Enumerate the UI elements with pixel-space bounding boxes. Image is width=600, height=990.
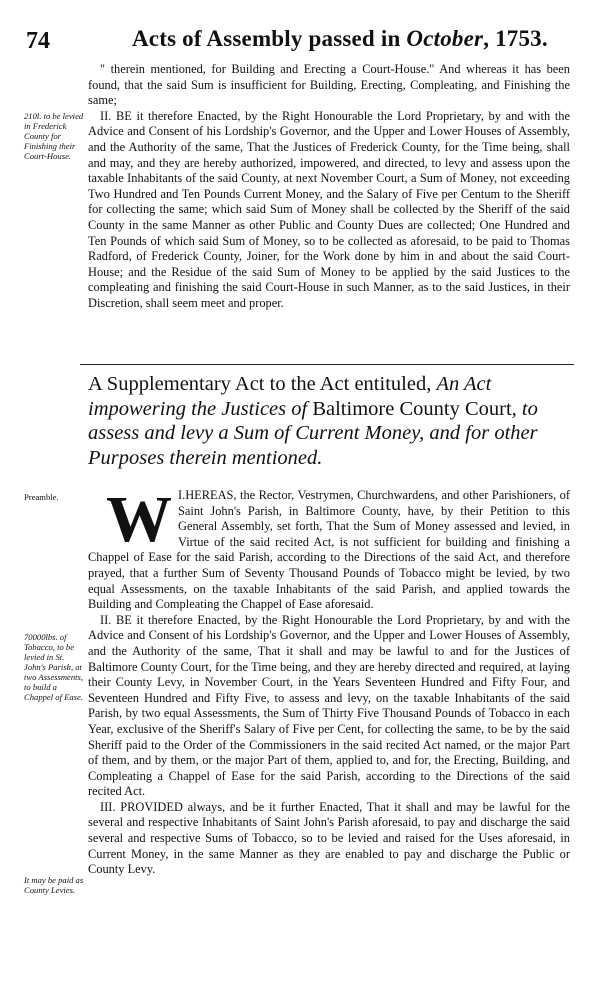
act-title-part-2: An Act impowering the Justices of (88, 373, 492, 420)
section-i-number: I. (178, 488, 186, 502)
running-head (132, 26, 548, 52)
section-iii: III. PROVIDED always, and be it further Enacted, That it shall and may be lawful for the several and respective Inhabitants of Saint John's Parish aforesaid, to pay and discharge the said several and respective Sums of Tobacco, so to be levied and raised for the Uses aforesaid, in Current Money, in the same Manner as they are enabled to pay and discharge the Public or County Levy. (88, 799, 570, 877)
running-head-month: October (406, 26, 484, 51)
section-ii: II. BE it therefore Enacted, by the Right Honourable the Lord Proprietary, by and with the Advice and Consent of his Lordship's Governor, and the Upper and Lower Houses of Assembly, and the Authority of the same, That it shall and may be lawful to and for the Justices of Baltimore County Court, for the Time being, and they are hereby directed and required, at laying their County Levy, in November Court, in the Years Seventeen Hundred and Fifty Four, and Seventeen Hundred and Fifty Five, to assess and levy, on the taxable Inhabitants of the said Parish, by two equal Assessments, the Sum of Thirty Five Thousand Pounds of Tobacco in each Year, exclusive of the Sheriff's Salary of Five per Cent, for collecting the same, to be by the said Sheriff paid to the Order of the Commissioners in the said recited Act named, or the major Part of them, and by them, or the major Part of them, applied to, and for, the Erecting, Building, and Compleating a Chappel of Ease for the said Parish, according to the Directions of the said recited Act. (88, 612, 570, 799)
act-title-part-4: , to assess and levy a Sum of Current Money, and for other Purposes therein mentioned. (88, 397, 538, 469)
page-header (0, 28, 600, 58)
section-divider (80, 364, 574, 365)
section-i (88, 483, 570, 613)
section-i-text: HEREAS, the Rector, Vestrymen, Churchwardens, and other Parishioners, of Saint John's Parish, in Baltimore County, have, by their Petition to this General Assembly, set forth, That the Sum of Money assessed and levied, in Virtue of the said recited Act, is not sufficient for building and finishing a Chappel of Ease for the said Parish, according to the Directions of the said Act, and therefore prayed, that a further Sum of Seventy Thousand Pounds of Tobacco might be levied, by two equal Assessments, on the taxable Inhabitants of the said Parish, and applied towards the Building and Compleating the Chappel of Ease aforesaid. (88, 488, 570, 612)
running-head-year: , 1753. (483, 26, 548, 51)
sidenote-levy: 210l. to be levied in Frederick County for Finishing their Court-House. (24, 111, 84, 161)
act-title-part-3: Baltimore County Court (312, 397, 512, 420)
first-act-text (88, 62, 570, 312)
sidenote-preamble: Preamble. (24, 492, 59, 502)
running-head-text: Acts of Assembly passed in (132, 26, 407, 51)
page-number: 74 (26, 28, 50, 54)
act-title-part-1: A Supplementary Act to the Act entituled, (88, 373, 437, 395)
sidenote-tobacco: 70000lbs. of Tobacco, to be levied in St. John's Parish, at two Assessments, to build a Chappel of Ease. (24, 632, 84, 702)
sidenote-proviso: It may be paid as County Levies. (24, 875, 84, 895)
first-act-section-ii: II. BE it therefore Enacted, by the Right Honourable the Lord Proprietary, by and with the Advice and Consent of his Lordship's Governor, and the Upper and Lower Houses of Assembly, and the Authority of the same, That the Justices of Frederick County, for the Time being, shall and may, and they are hereby authorized, impowered, and directed, to levy and assess upon the taxable Inhabitants of the said County, at next November Court, a Sum of Money, not exceeding Two Hundred and Ten Pounds Current Money, and the Salary of Five per Centum to the Sheriff for collecting the same; which said Sum of Money shall be collected by the Sheriff of the said County in the same Manner as other Public and County Dues are collected; One Hundred and Ten Pounds of which said Sum of Money, so to be collected as aforesaid, to be paid to Thomas Radford, of Frederick County, Joiner, for the Work done by him in and about the said Court-House; and the Residue of the said Sum of Money to be applied by the said Justices to the compleating and finishing the said Court-House in such Manner, as to the said Justices, in their Discretion, shall seem meet and proper. (88, 108, 570, 310)
act-title (88, 372, 572, 470)
drop-cap-letter: W (106, 483, 172, 556)
second-act-text (88, 483, 570, 878)
first-act-continuation: " therein mentioned, for Building and Erecting a Court-House." And whereas it has been found, that the said Sum is insufficient for Building, Erecting, Compleating, and Finishing the same; (88, 62, 570, 108)
